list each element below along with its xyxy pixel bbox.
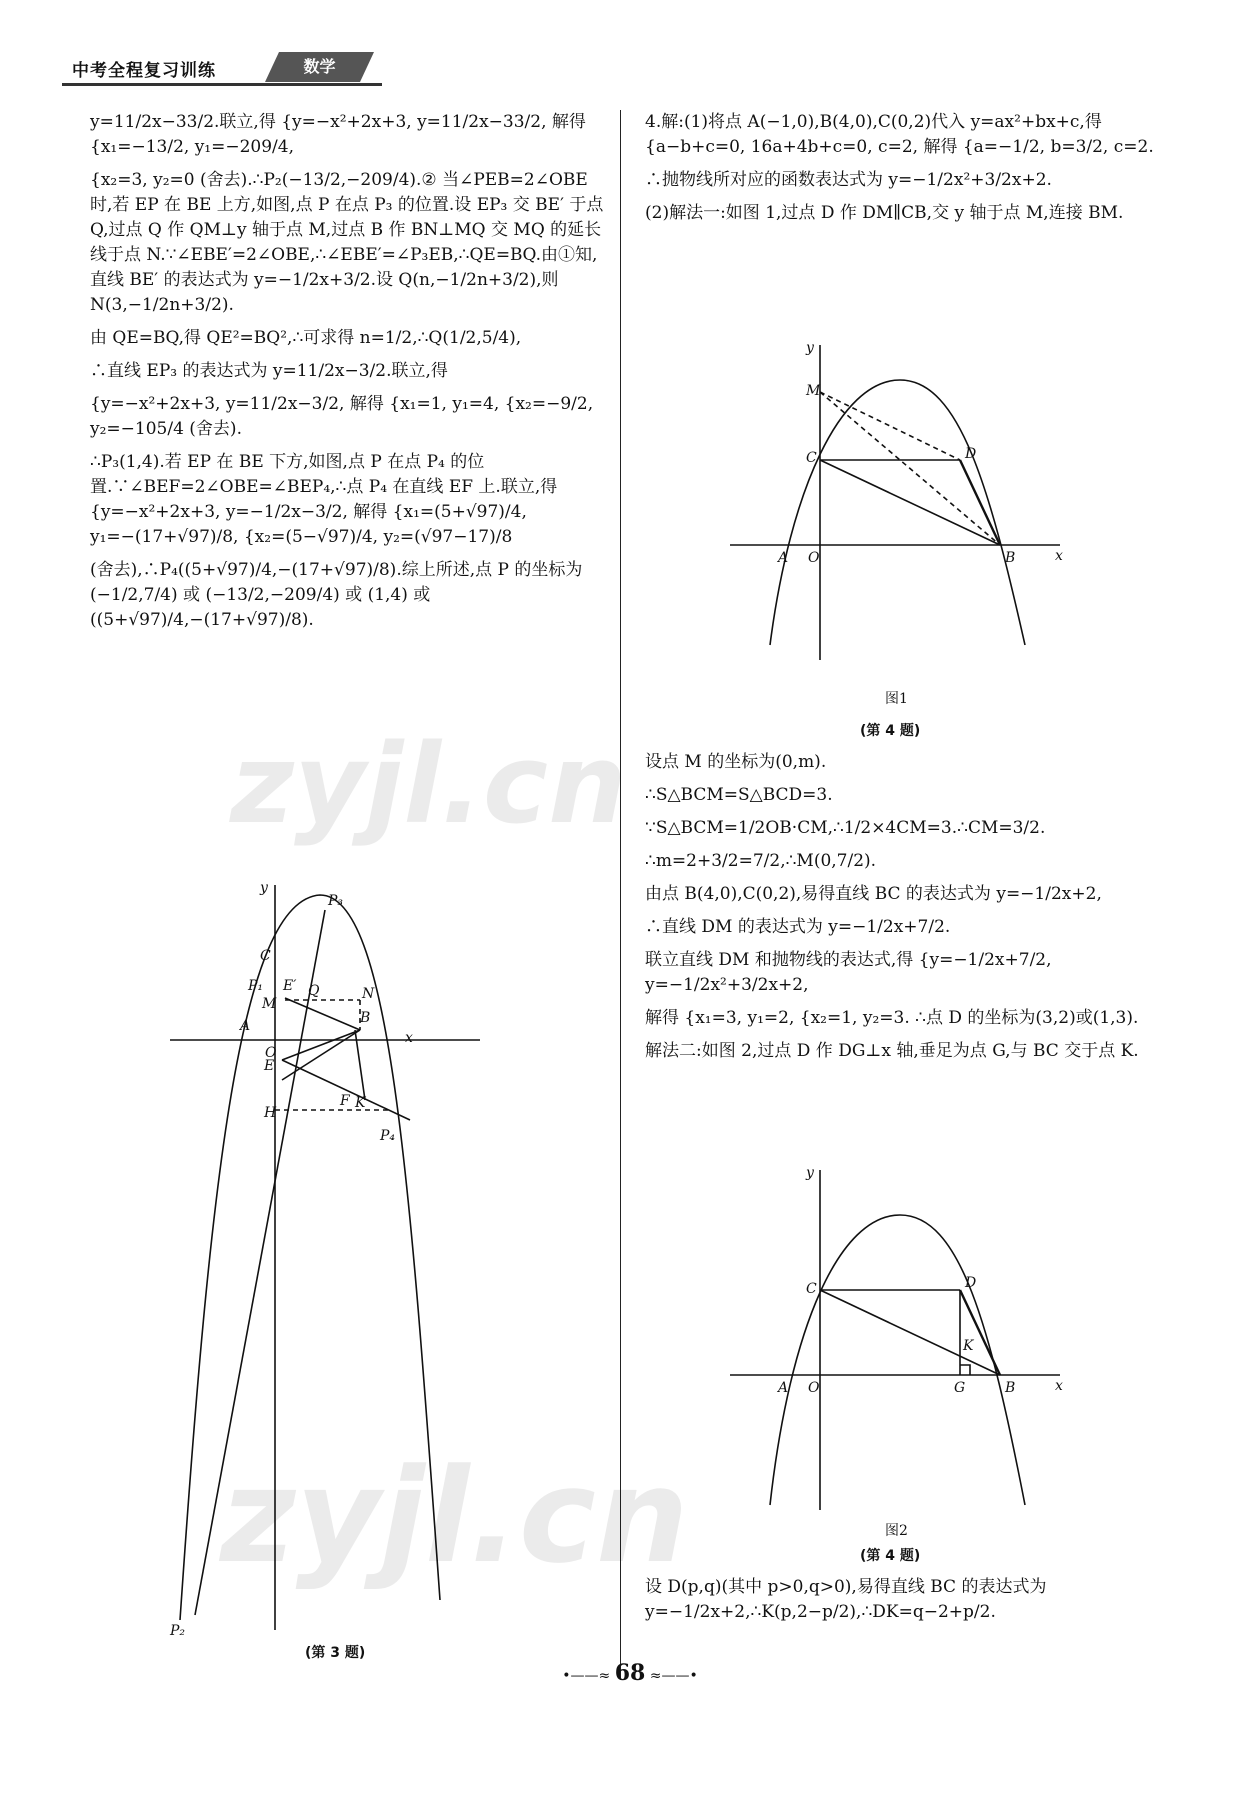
page-ornament-right: ≈——• [645,1668,698,1684]
fig3-label-p3: P₃ [328,893,344,909]
right2-para-5: ∴直线 DM 的表达式为 y=−1/2x+7/2. [645,917,951,937]
right-para-1: ∴抛物线所对应的函数表达式为 y=−1/2x²+3/2x+2. [645,170,1052,190]
fig1-label-a: A [778,550,789,566]
left-para-1: {x₂=3, y₂=0 (舍去).∴P₂(−13/2,−209/4).② 当∠PEB=2∠OBE时,若 EP 在 BE 上方,如图,点 P 在点 P₃ 的位置.设 EP₃ 交 BE′ 于点 Q,过点 Q 作 QM⊥y 轴于点 M,过点 B 作 BN⊥MQ 交 MQ 的延长线于点 N.∵∠EBE′=2∠OBE,∴∠EBE′=∠P₃EB,∴QE=BQ.由①知,直线 BE′ 的表达式为 y=−1/2x+3/2.设 Q(n,−1/2n+3/2),则 N(3,−1/2n+3/2). [90,170,604,315]
fig3-label-h: H [264,1105,277,1121]
right-para-0: 4.解:(1)将点 A(−1,0),B(4,0),C(0,2)代入 y=ax²+bx+c,得 {a−b+c=0, 16a+4b+c=0, c=2, 解得 {a=−1/2, b=3/2, c=2. [645,112,1154,157]
fig3-caption: (第 3 题) [305,1645,366,1661]
right2-para-0: 设点 M 的坐标为(0,m). [645,752,827,772]
right2-para-2: ∵S△BCM=1/2OB·CM,∴1/2×4CM=3.∴CM=3/2. [645,818,1046,838]
watermark-1: zyjl.cn [230,720,627,848]
right2-para-8: 解法二:如图 2,过点 D 作 DG⊥x 轴,垂足为点 G,与 BC 交于点 K. [645,1041,1139,1061]
figure-2 [720,1165,1080,1515]
fig2-caption: (第 4 题) [860,1548,921,1564]
fig2-name: 图2 [885,1523,908,1539]
right2-para-7: 解得 {x₁=3, y₁=2, {x₂=1, y₂=3. ∴点 D 的坐标为(3,2)或(1,3). [645,1008,1139,1028]
fig1-label-m: M [806,383,821,399]
fig1-label-c: C [806,450,817,466]
right-column-3 [645,1575,1175,1633]
subject-tab [265,52,374,82]
left-column [90,110,610,641]
fig1-name: 图1 [885,691,908,707]
left-para-3: ∴直线 EP₃ 的表达式为 y=11/2x−3/2.联立,得 [90,361,448,381]
fig2-label-y: y [806,1165,814,1181]
fig2-label-a: A [778,1380,789,1396]
right2-para-3: ∴m=2+3/2=7/2,∴M(0,7/2). [645,851,877,871]
book-title: 中考全程复习训练 [72,61,216,81]
fig3-label-p2: P₂ [170,1623,186,1639]
fig3-label-e-prime: E′ [283,978,297,994]
right2-para-1: ∴S△BCM=S△BCD=3. [645,785,833,805]
fig2-label-k: K [963,1338,974,1354]
right3-para-0: 设 D(p,q)(其中 p>0,q>0),易得直线 BC 的表达式为 y=−1/2x+2,∴K(p,2−p/2),∴DK=q−2+p/2. [645,1577,1047,1622]
fig1-label-o: O [808,550,820,566]
left-para-0: y=11/2x−33/2.联立,得 {y=−x²+2x+3, y=11/2x−33/2, 解得 {x₁=−13/2, y₁=−209/4, [90,112,586,157]
fig3-label-x: x [405,1030,413,1046]
fig3-label-p4: P₄ [380,1128,396,1144]
fig2-label-g: G [954,1380,966,1396]
fig3-label-p1: P₁ [248,978,264,994]
fig3-label-c: C [260,948,271,964]
page-number [560,1660,700,1686]
fig1-label-x: x [1055,548,1063,564]
page-ornament-left: •——≈ [562,1668,615,1684]
fig1-label-d: D [965,446,977,462]
fig3-label-m: M [262,996,277,1012]
left-para-2: 由 QE=BQ,得 QE²=BQ²,∴可求得 n=1/2,∴Q(1/2,5/4), [90,328,522,348]
fig1-label-y: y [806,340,814,356]
fig2-label-o: O [808,1380,820,1396]
figure-1 [720,340,1080,670]
fig3-label-k: K [355,1095,366,1111]
fig2-label-b: B [1005,1380,1016,1396]
fig3-label-y: y [260,880,268,896]
page-header [62,52,382,82]
page-number-text: 68 [614,1660,646,1686]
fig3-label-b: B [360,1010,371,1026]
right-column [645,110,1175,234]
fig3-label-f: F [340,1093,350,1109]
fig3-label-n: N [362,986,375,1002]
right2-para-4: 由点 B(4,0),C(0,2),易得直线 BC 的表达式为 y=−1/2x+2, [645,884,1102,904]
fig2-label-x: x [1055,1378,1063,1394]
fig3-label-a: A [240,1018,251,1034]
left-para-4: {y=−x²+2x+3, y=11/2x−3/2, 解得 {x₁=1, y₁=4, {x₂=−9/2, y₂=−105/4 (舍去). [90,394,594,439]
right-para-2: (2)解法一:如图 1,过点 D 作 DM∥CB,交 y 轴于点 M,连接 BM. [645,203,1124,223]
fig3-label-e: E [264,1058,275,1074]
fig2-label-d: D [965,1275,977,1291]
watermark-2: zyjl.cn [220,1440,689,1592]
fig2-label-c: C [806,1281,817,1297]
fig3-label-q: Q [308,983,320,999]
fig1-label-b: B [1005,550,1016,566]
header-rule [62,83,382,86]
right-column-2 [645,750,1175,1072]
right2-para-6: 联立直线 DM 和抛物线的表达式,得 {y=−1/2x+7/2, y=−1/2x²+3/2x+2, [645,950,1052,995]
left-para-5: ∴P₃(1,4).若 EP 在 BE 下方,如图,点 P 在点 P₄ 的位置.∵∠BEF=2∠OBE=∠BEP₄,∴点 P₄ 在直线 EF 上.联立,得 {y=−x²+2x+3, y=−1/2x−3/2, 解得 {x₁=(5+√97)/4, y₁=−(17+√97)/8, {x₂=(5−√97)/4, y₂=(√97−17)/8 [90,452,558,547]
left-para-6: (舍去),∴P₄((5+√97)/4,−(17+√97)/8).综上所述,点 P 的坐标为 (−1/2,7/4) 或 (−13/2,−209/4) 或 (1,4) 或 ((5+√97)/4,−(17+√97)/8). [90,560,583,630]
fig1-caption: (第 4 题) [860,723,921,739]
fig3-label-o: O [265,1045,277,1061]
subject-label: 数学 [303,57,336,76]
